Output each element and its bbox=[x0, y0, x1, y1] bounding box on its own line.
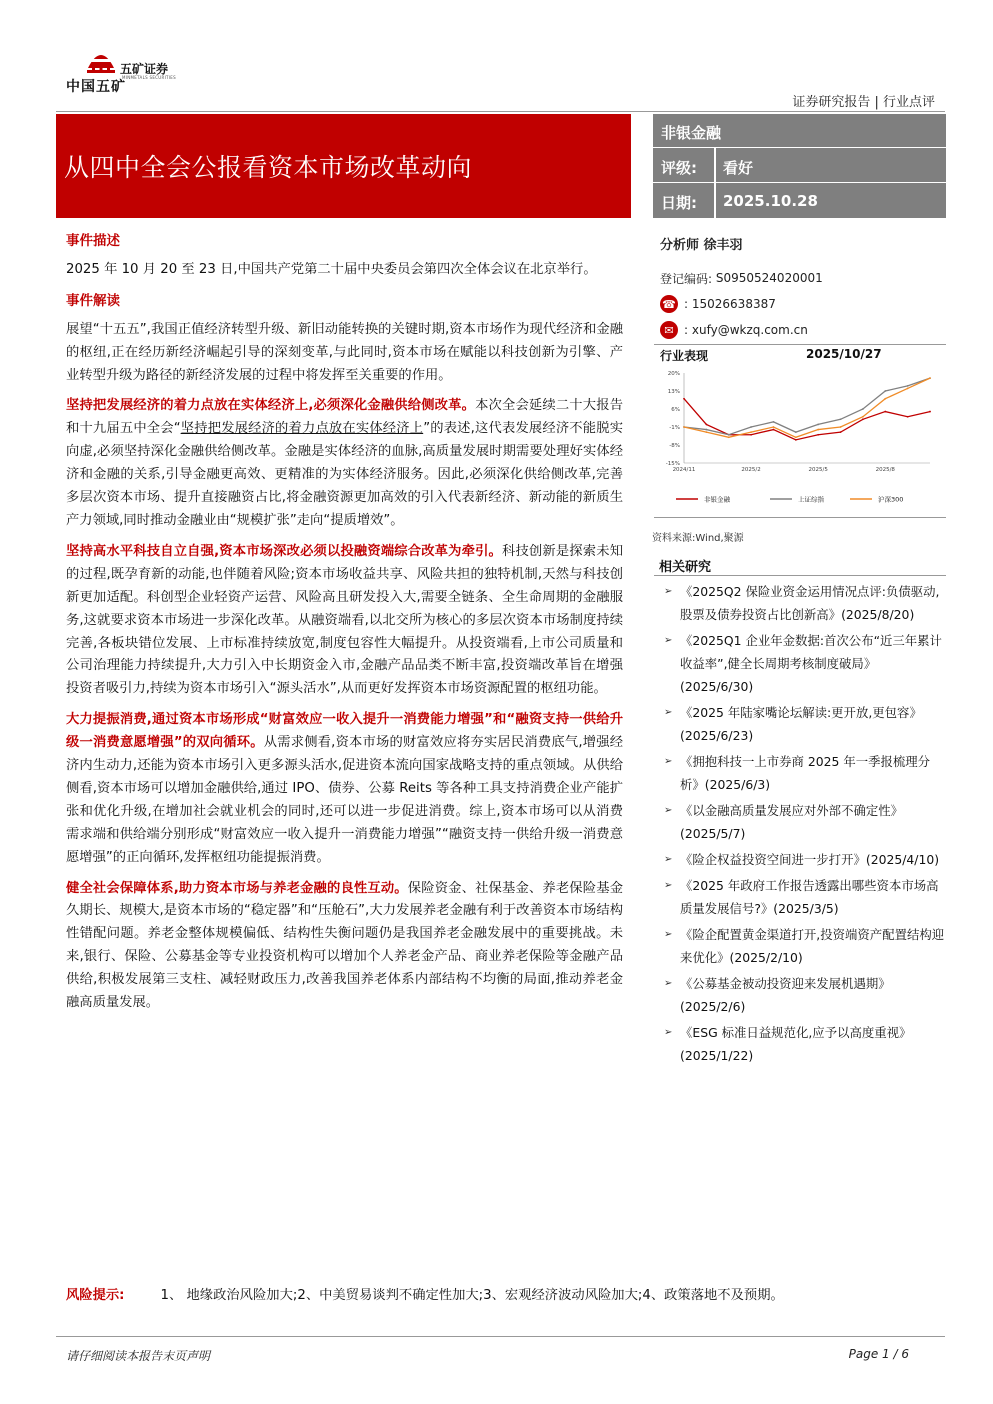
data-point bbox=[929, 411, 931, 413]
related-item[interactable] bbox=[664, 874, 946, 920]
related-item[interactable] bbox=[664, 923, 946, 969]
data-point bbox=[683, 398, 685, 400]
data-point bbox=[884, 398, 886, 400]
data-point bbox=[817, 429, 819, 431]
outlook-paragraph: 展望“十五五”,我国正值经济转型升级、新旧动能转换的关键时期,资本市场作为现代经济和金融的枢纽,正在经历新经济崛起引导的深刻变革,与此同时,资本市场在赋能以科技创新为引擎、产业转型升级为路径的新经济发展的过程中将发挥至关重要的作用。 bbox=[66, 321, 623, 383]
related-item-text: 《2025 年政府工作报告透露出哪些资本市场高质量发展信号?》(2025/3/5) bbox=[680, 878, 939, 916]
pension-paragraph bbox=[66, 878, 623, 1015]
chevron-right-icon: ➢ bbox=[664, 805, 673, 816]
report-type: 证券研究报告 | 行业点评 bbox=[792, 95, 935, 110]
meta-separator bbox=[714, 148, 716, 218]
legend-label: 沪深300 bbox=[878, 495, 904, 504]
reg-label: 登记编码: bbox=[660, 271, 713, 286]
paragraph-lead: 大力提振消费,通过资本市场形成“财富效应一收入提升一消费能力增强”和“融资支持一供给升级一消费意愿增强”的双向循环。 bbox=[66, 712, 623, 751]
y-tick-label: 13% bbox=[667, 389, 680, 395]
chevron-right-icon: ➢ bbox=[664, 635, 673, 646]
data-point bbox=[705, 429, 707, 431]
y-tick-label: -1% bbox=[669, 425, 680, 431]
data-point bbox=[705, 431, 707, 433]
logo-cn-text: 中国五矿 bbox=[66, 79, 126, 95]
related-item[interactable] bbox=[664, 629, 946, 698]
data-point bbox=[884, 390, 886, 392]
paragraph-text: 本次全会延续二十大报告和十九届五中全会“ bbox=[66, 398, 623, 437]
paragraph-lead: 坚持把发展经济的着力点放在实体经济上,必须深化金融供给侧改革。 bbox=[66, 398, 476, 414]
underlined-quote: 坚持把发展经济的着力点放在实体经济上 bbox=[180, 421, 424, 437]
x-tick-label: 2024/11 bbox=[672, 467, 696, 473]
data-point bbox=[795, 431, 797, 433]
data-point bbox=[683, 426, 685, 428]
reg-code: S0950524020001 bbox=[715, 271, 823, 285]
phone-icon: ☎ bbox=[660, 295, 678, 313]
meta-box bbox=[653, 114, 946, 218]
page-number: Page 1 / 6 bbox=[848, 1347, 909, 1361]
tech-innovation-paragraph bbox=[66, 541, 623, 701]
x-tick-label: 2025/2 bbox=[741, 467, 761, 473]
related-item[interactable] bbox=[664, 848, 946, 871]
chevron-right-icon: ➢ bbox=[664, 854, 673, 865]
top-divider bbox=[56, 111, 945, 112]
related-item-text: 《2025 年陆家嘴论坛解读:更开放,更包容》(2025/6/23) bbox=[680, 705, 922, 743]
chevron-right-icon: ➢ bbox=[664, 586, 673, 597]
legend-label: 非银金融 bbox=[704, 495, 730, 504]
rating-label: 评级: bbox=[661, 159, 697, 177]
related-item-text: 《险企配置黄金渠道打开,投资端资产配置结构迎来优化》(2025/2/10) bbox=[680, 927, 945, 965]
y-tick-label: -8% bbox=[669, 443, 680, 449]
related-item[interactable] bbox=[664, 750, 946, 796]
series-line bbox=[684, 378, 930, 435]
data-point bbox=[884, 411, 886, 413]
paragraph-text: 科技创新是探索未知的过程,既孕育新的动能,也伴随着风险;资本市场收益共享、风险共担的独特机制,天然与科技创新更加适配。科创型企业轻资产运营、风险高且研发投入大,需要全链条、全生命周期的金融服务,这就要求资本市场进一步深化改革。从融资端看,以北交所为核心的多层次资本市场制度持续完善,各板块错位发展、上市标准持续放宽,制度包容性大幅提升。从投资端看,上市公司质量和公司治理能力持续提升,大力引入中长期资金入市,金融产品品类不断丰富,投资端改革旨在增强投资者吸引力,持续为资本市场引入“源头活水”,从而更好发挥资本市场资源配置的枢纽功能。 bbox=[66, 543, 623, 697]
section-heading-analysis: 事件解读 bbox=[66, 292, 120, 309]
data-point bbox=[840, 431, 842, 433]
paragraph-text: ”的表述,这代表发展经济不能脱实向虚,必须坚持深化金融供给侧改革。金融是实体经济的血脉,高质量发展时期需要处理好实体经济和金融的关系,引导金融更高效、更精准的为实体经济服务。因此,必须深化供给侧改革,完善多层次资本市场、提升直接融资占比,将金融资源更加高效的引入代表新经济、新动能的新质生产力领域,同时推动金融业由“规模扩张”走向“提质增效”。 bbox=[66, 421, 623, 528]
data-point bbox=[773, 421, 775, 423]
data-point bbox=[817, 434, 819, 436]
logo-securities-en-text: MINMETALS SECURITIES bbox=[122, 75, 176, 80]
industry-performance-chart bbox=[654, 344, 946, 518]
rating-row bbox=[653, 149, 946, 183]
related-item-text: 《以金融高质量发展应对外部不确定性》(2025/5/7) bbox=[680, 803, 904, 841]
related-item[interactable] bbox=[664, 1021, 946, 1067]
related-item[interactable] bbox=[664, 580, 946, 626]
paragraph-text: 从需求侧看,资本市场的财富效应将夯实居民消费底气,增强经济内生动力,还能为资本市场引入更多源头活水,促进资本流向国家战略支持的重点领域。从供给侧看,资本市场可以增加金融供给,通过 IPO、债券、公募 Reits 等各种工具支持消费企业产能扩张和优化升级,在增加社会就业机会的同时,还可以进一步促进消费。综上,资本市场可以从消费需求端和供给端分别形成“财富效应一收入提升一消费能力增强”“融资支持一供给升级一消费意愿增强”的正向循环,发挥枢纽功能提振消费。 bbox=[66, 735, 623, 865]
data-point bbox=[840, 426, 842, 428]
colon: : bbox=[684, 297, 689, 311]
sector-label: 非银金融 bbox=[661, 124, 722, 142]
related-item-text: 《2025Q2 保险业资金运用情况点评:负债驱动,股票及债券投资占比创新高》(2025/8/20) bbox=[680, 584, 940, 622]
date-value: 2025.10.28 bbox=[723, 192, 818, 210]
data-point bbox=[750, 434, 752, 436]
colon: : bbox=[684, 323, 689, 337]
related-item-text: 《拥抱科技一上市券商 2025 年一季报梳理分析》(2025/6/3) bbox=[680, 754, 931, 792]
event-paragraph: 2025 年 10 月 20 至 23 日,中国共产党第二十届中央委员会第四次全体会议在北京举行。 bbox=[66, 261, 597, 277]
y-tick-label: -15% bbox=[665, 461, 680, 467]
sector-row bbox=[653, 114, 946, 148]
title-banner bbox=[56, 114, 631, 218]
email-icon: ✉ bbox=[660, 321, 678, 339]
analyst-reg-row bbox=[660, 265, 950, 291]
data-point bbox=[817, 424, 819, 426]
chevron-right-icon: ➢ bbox=[664, 929, 673, 940]
data-point bbox=[907, 416, 909, 418]
paragraph-lead: 健全社会保障体系,助力资本市场与养老金融的良性互动。 bbox=[66, 880, 408, 896]
analyst-phone: 15026638387 bbox=[691, 297, 776, 311]
chevron-right-icon: ➢ bbox=[664, 978, 673, 989]
chart-source: 资料来源:Wind,聚源 bbox=[652, 533, 744, 544]
company-logo bbox=[66, 42, 216, 98]
risk-label: 风险提示: bbox=[66, 1288, 125, 1303]
related-list bbox=[664, 580, 946, 1070]
chart-title: 行业表现 bbox=[660, 349, 709, 363]
chevron-right-icon: ➢ bbox=[664, 1027, 673, 1038]
data-point bbox=[862, 416, 864, 418]
analyst-email[interactable]: xufy@wkzq.com.cn bbox=[691, 323, 808, 337]
date-row bbox=[653, 184, 946, 218]
related-item-text: 《公募基金被动投资迎来发展机遇期》(2025/2/6) bbox=[680, 976, 891, 1014]
x-tick-label: 2025/8 bbox=[875, 467, 895, 473]
main-content bbox=[66, 230, 623, 1023]
data-point bbox=[862, 408, 864, 410]
related-item-text: 《ESG 标准日益规范化,应予以高度重视》(2025/1/22) bbox=[680, 1025, 912, 1063]
analyst-phone-row bbox=[660, 291, 950, 317]
data-point bbox=[705, 424, 707, 426]
y-tick-label: 20% bbox=[667, 371, 680, 377]
date-label: 日期: bbox=[661, 194, 697, 212]
analyst-name: 分析师 徐丰羽 bbox=[660, 238, 743, 253]
rating-value: 看好 bbox=[723, 159, 754, 177]
related-item-text: 《2025Q1 企业年金数据:首次公布“近三年累计收益率”,健全长周期考核制度破局》(2025/6/30) bbox=[680, 633, 942, 694]
data-point bbox=[750, 431, 752, 433]
report-title: 从四中全会公报看资本市场改革动向 bbox=[64, 153, 473, 182]
risk-text: 1、 地缘政治风险加大;2、中美贸易谈判不确定性加大;3、宏观经济波动风险加大;4、政策落地不及预期。 bbox=[160, 1288, 784, 1303]
logo-securities-text: 五矿证券 bbox=[120, 62, 169, 76]
data-point bbox=[773, 426, 775, 428]
data-point bbox=[795, 436, 797, 438]
real-economy-paragraph bbox=[66, 395, 623, 532]
paragraph-lead: 坚持高水平科技自立自强,资本市场深改必须以投融资端综合改革为牵引。 bbox=[66, 543, 502, 559]
related-item[interactable] bbox=[664, 799, 946, 845]
chevron-right-icon: ➢ bbox=[664, 880, 673, 891]
data-point bbox=[728, 434, 730, 436]
footer-divider bbox=[56, 1336, 945, 1337]
data-point bbox=[795, 439, 797, 441]
analyst-block bbox=[660, 234, 950, 343]
related-divider bbox=[654, 575, 946, 576]
related-heading: 相关研究 bbox=[659, 560, 712, 575]
data-point bbox=[862, 418, 864, 420]
minmetals-logo-icon bbox=[84, 44, 118, 74]
y-tick-label: 6% bbox=[671, 407, 680, 413]
related-item[interactable] bbox=[664, 701, 946, 747]
chart-plot bbox=[654, 363, 946, 519]
analyst-email-row bbox=[660, 317, 950, 343]
data-point bbox=[929, 377, 931, 379]
data-point bbox=[907, 385, 909, 387]
related-item-text: 《险企权益投资空间进一步打开》(2025/4/10) bbox=[680, 852, 940, 867]
footer-disclaimer: 请仔细阅读本报告末页声明 bbox=[66, 1349, 211, 1363]
chevron-right-icon: ➢ bbox=[664, 707, 673, 718]
chevron-right-icon: ➢ bbox=[664, 756, 673, 767]
related-item[interactable] bbox=[664, 972, 946, 1018]
risk-warning bbox=[66, 1284, 946, 1303]
legend-label: 上证综指 bbox=[798, 495, 824, 504]
x-tick-label: 2025/5 bbox=[808, 467, 828, 473]
data-point bbox=[750, 426, 752, 428]
section-heading-event: 事件描述 bbox=[66, 233, 120, 249]
data-point bbox=[907, 388, 909, 390]
chart-date: 2025/10/27 bbox=[806, 347, 882, 361]
data-point bbox=[728, 436, 730, 438]
data-point bbox=[840, 418, 842, 420]
paragraph-text: 保险资金、社保基金、养老保险基金久期长、规模大,是资本市场的“稳定器”和“压舱石”,大力发展养老金融有利于改善资本市场结构性错配问题。养老金整体规模偏低、结构性失衡问题仍是我国养老金融发展中的重要挑战。未来,银行、保险、公募基金等专业投资机构可以增加个人养老金产品、商业养老保险等金融产品供给,积极发展第三支柱、减轻财政压力,改善我国养老体系内部结构不均衡的局面,推动养老金融高质量发展。 bbox=[66, 880, 623, 1011]
data-point bbox=[773, 429, 775, 431]
consumption-paragraph bbox=[66, 709, 623, 869]
